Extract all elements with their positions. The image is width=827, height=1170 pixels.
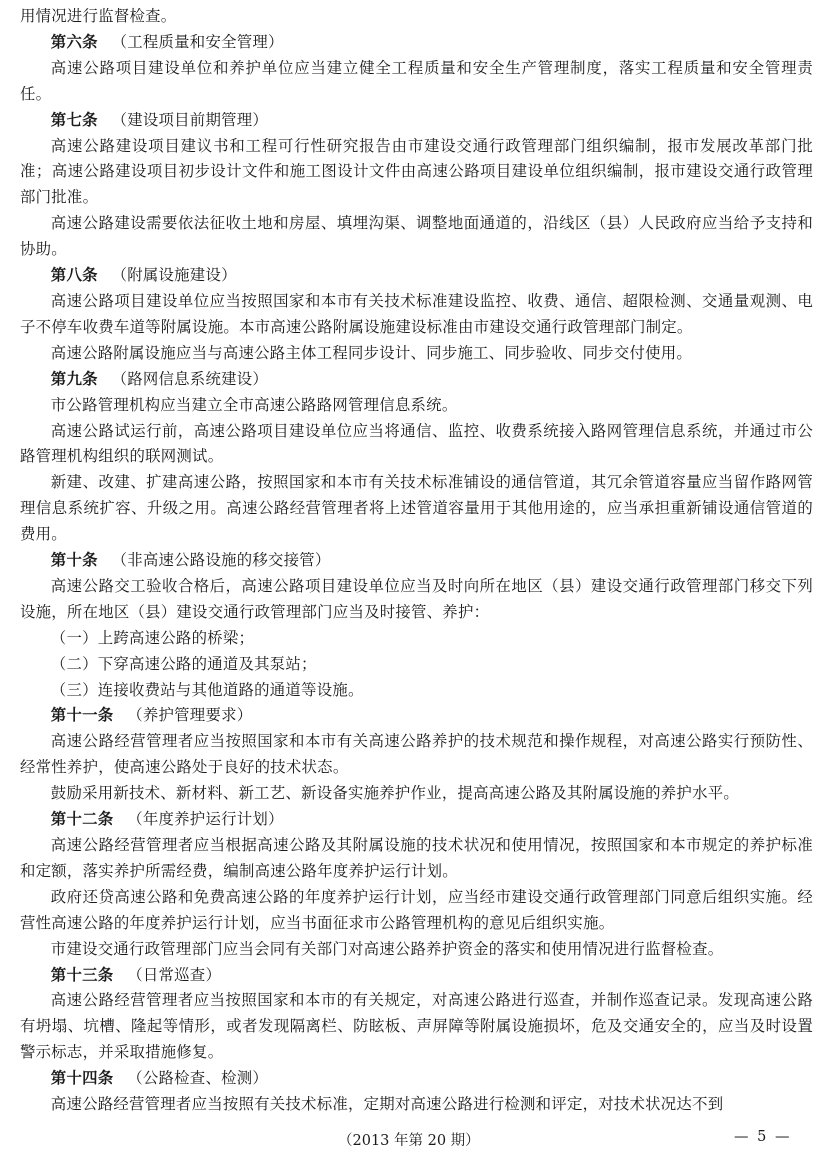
article-subject: （建设项目前期管理） xyxy=(111,110,269,129)
article-number: 第十三条 xyxy=(50,965,114,984)
article-subject: （路网信息系统建设） xyxy=(111,369,269,388)
article-number: 第九条 xyxy=(50,369,98,388)
article-paragraph: 政府还贷高速公路和免费高速公路的年度养护运行计划，应当经市建设交通行政管理部门同意后组织实施。经营性高速公路的年度养护运行计划，应当书面征求市公路管理机构的意见后组织实施。 xyxy=(20,887,813,932)
article-subject: （日常巡查） xyxy=(127,965,222,984)
continued-paragraph: 用情况进行监督检查。 xyxy=(20,7,177,25)
article-paragraph: 高速公路建设需要依法征收土地和房屋、填埋沟渠、调整地面通道的，沿线区（县）人民政府应当给予支持和协助。 xyxy=(20,214,813,259)
article-heading xyxy=(20,30,813,56)
article-paragraph: 高速公路试运行前，高速公路项目建设单位应当将通信、监控、收费系统接入路网管理信息系统，并通过市公路管理机构组织的联网测试。 xyxy=(20,421,813,466)
article-paragraph: 高速公路经营管理者应当按照有关技术标准，定期对高速公路进行检测和评定，对技术状况达不到 xyxy=(50,1095,724,1114)
article-paragraph: 鼓励采用新技术、新材料、新工艺、新设备实施养护作业，提高高速公路及其附属设施的养护水平。 xyxy=(50,784,739,803)
article-number: 第八条 xyxy=(50,266,98,285)
article-heading xyxy=(20,1066,813,1092)
article-subject: （附属设施建设） xyxy=(111,266,237,285)
article-heading xyxy=(20,807,813,833)
article-number: 第十四条 xyxy=(50,1069,114,1088)
article-subject: （年度养护运行计划） xyxy=(127,810,284,829)
page-footer xyxy=(0,1129,827,1153)
issue-label: （2013 年第 20 期） xyxy=(338,1133,480,1149)
article-paragraph: 高速公路交工验收合格后，高速公路项目建设单位应当及时向所在地区（县）建设交通行政管理部门移交下列设施，所在地区（县）建设交通行政管理部门应当及时接管、养护： xyxy=(20,576,813,621)
article-paragraph: 高速公路经营管理者应当根据高速公路及其附属设施的技术状况和使用情况，按照国家和本市规定的养护标准和定额，落实养护所需经费，编制高速公路年度养护运行计划。 xyxy=(20,836,813,880)
article-heading xyxy=(20,548,813,574)
article-paragraph: 新建、改建、扩建高速公路，按照国家和本市有关技术标准铺设的通信管道，其冗余管道容量应当留作路网管理信息系统扩容、升级之用。高速公路经营管理者将上述管道容量用于其他用途的，应当承担重新铺设通信管道的费用。 xyxy=(20,473,813,544)
article-subject: （养护管理要求） xyxy=(127,706,253,725)
article-subject: （工程质量和安全管理） xyxy=(111,32,284,51)
article-paragraph: 高速公路项目建设单位和养护单位应当建立健全工程质量和安全生产管理制度，落实工程质量和安全管理责任。 xyxy=(20,58,813,103)
article-paragraph: 市公路管理机构应当建立全市高速公路路网管理信息系统。 xyxy=(50,395,458,414)
article-paragraph: （二）下穿高速公路的通道及其泵站； xyxy=(50,654,317,673)
article-subject: （公路检查、检测） xyxy=(127,1069,269,1088)
article-paragraph: 高速公路附属设施应当与高速公路主体工程同步设计、同步施工、同步验收、同步交付使用。 xyxy=(50,343,693,362)
page-number: — 5 — xyxy=(734,1129,792,1145)
article-heading xyxy=(20,108,813,134)
article-heading xyxy=(20,367,813,393)
article-number: 第十一条 xyxy=(50,706,114,725)
article-heading xyxy=(20,703,813,729)
article-heading xyxy=(20,263,813,289)
article-number: 第七条 xyxy=(50,110,98,129)
article-paragraph: 高速公路项目建设单位应当按照国家和本市有关技术标准建设监控、收费、通信、超限检测、交通量观测、电子不停车收费车道等附属设施。本市高速公路附属设施建设标准由市建设交通行政管理部门制定。 xyxy=(20,291,813,336)
article-paragraph: 高速公路经营管理者应当按照国家和本市有关高速公路养护的技术规范和操作规程，对高速公路实行预防性、经常性养护，使高速公路处于良好的技术状态。 xyxy=(20,732,813,777)
article-number: 第六条 xyxy=(50,32,98,51)
article-number: 第十条 xyxy=(50,551,98,570)
article-paragraph: 市建设交通行政管理部门应当会同有关部门对高速公路养护资金的落实和使用情况进行监督检查。 xyxy=(50,939,724,958)
document-body xyxy=(20,4,813,1118)
article-number: 第十二条 xyxy=(50,810,114,829)
article-subject: （非高速公路设施的移交接管） xyxy=(111,551,331,570)
article-paragraph: （三）连接收费站与其他道路的通道等设施。 xyxy=(50,680,364,699)
article-heading xyxy=(20,963,813,989)
article-paragraph: 高速公路建设项目建议书和工程可行性研究报告由市建设交通行政管理部门组织编制，报市发展改革部门批准；高速公路建设项目初步设计文件和施工图设计文件由高速公路项目建设单位组织编制，报市建设交通行政管理部门批准。 xyxy=(20,136,813,207)
article-paragraph: 高速公路经营管理者应当按照国家和本市的有关规定，对高速公路进行巡查，并制作巡查记录。发现高速公路有坍塌、坑槽、隆起等情形，或者发现隔离栏、防眩板、声屏障等附属设施损坏，危及交通安全的，应当及时设置警示标志，并采取措施修复。 xyxy=(20,991,813,1062)
article-paragraph: （一）上跨高速公路的桥梁； xyxy=(50,628,255,647)
